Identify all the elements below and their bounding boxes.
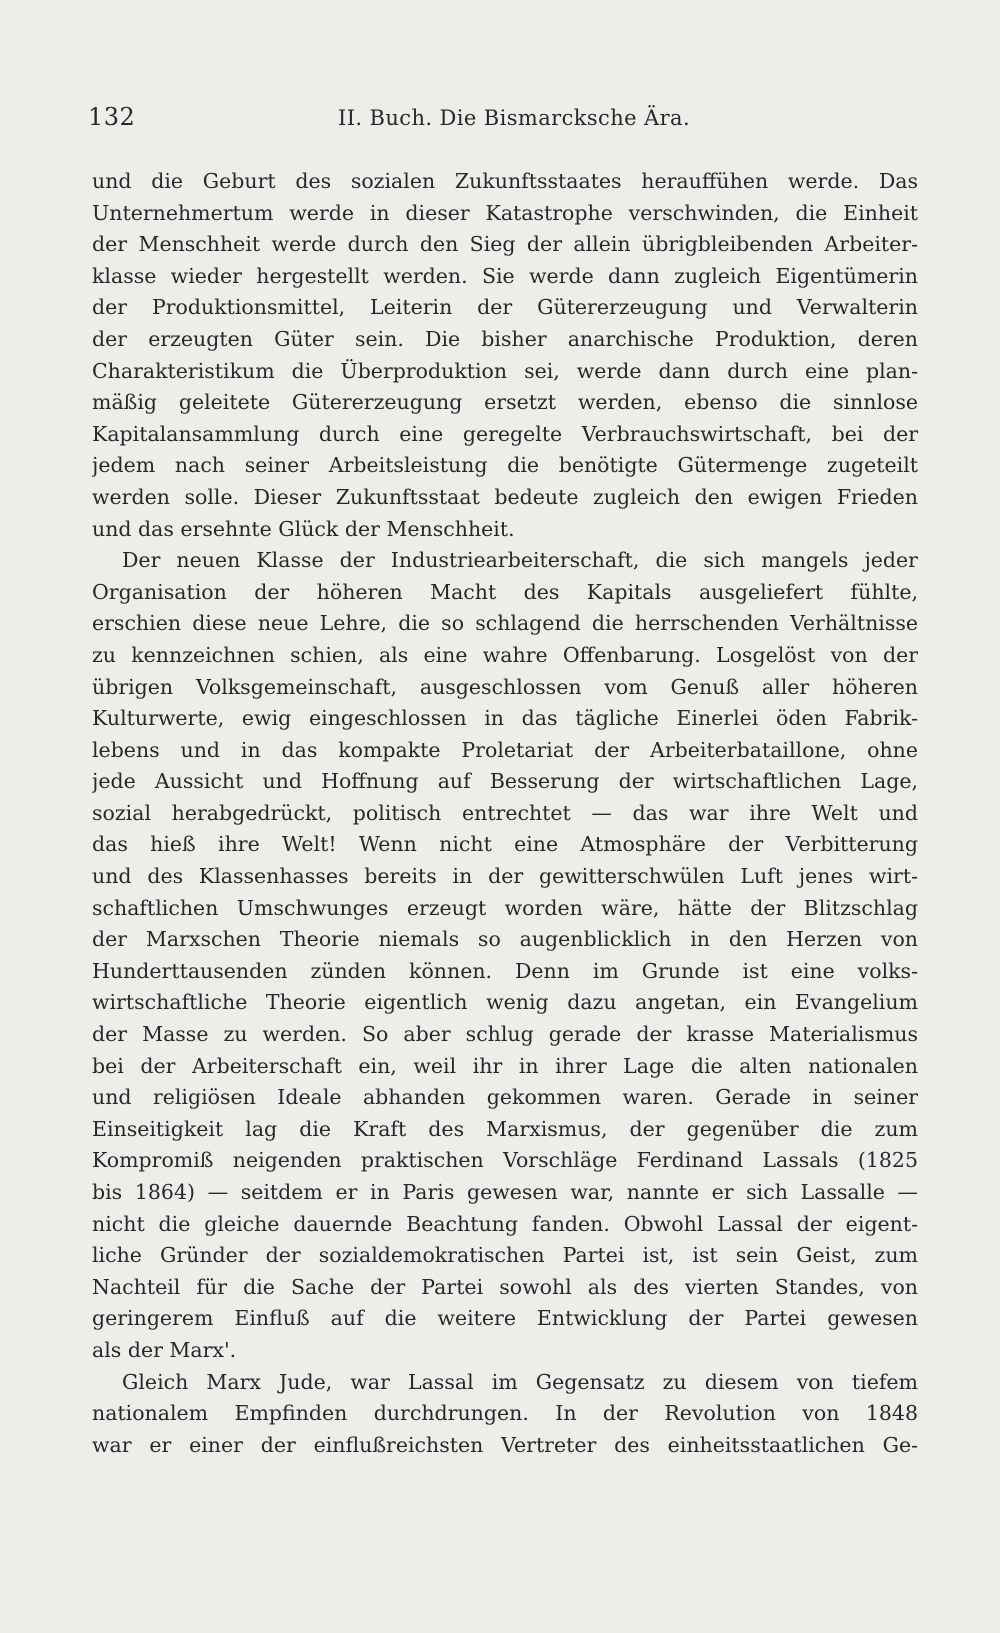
page-number: 132 — [88, 103, 136, 131]
text-line: Kulturwerte, ewig eingeschlossen in das tägliche Einerlei öden Fabrik- — [92, 706, 918, 731]
text-line: liche Gründer der sozialdemokratischen Partei ist, ist sein Geist, zum — [92, 1243, 918, 1268]
text-line: bei der Arbeiterschaft ein, weil ihr in ihrer Lage die alten nationalen — [92, 1053, 918, 1078]
text-line: Gleich Marx Jude, war Lassal im Gegensatz zu diesem von tiefem — [122, 1369, 918, 1394]
text-line: als der Marx'. — [92, 1337, 237, 1362]
text-line: Kapitalansammlung durch eine geregelte Verbrauchswirtschaft, bei der — [92, 421, 918, 446]
text-line: sozial herabgedrückt, politisch entrechtet — das war ihre Welt und — [92, 800, 918, 825]
text-line: Organisation der höheren Macht des Kapitals ausgeliefert fühlte, — [92, 579, 918, 604]
text-line: lebens und in das kompakte Proletariat der Arbeiterbataillone, ohne — [92, 737, 918, 762]
text-line: werden solle. Dieser Zukunftsstaat bedeute zugleich den ewigen Frieden — [92, 484, 918, 509]
text-line: bis 1864) — seitdem er in Paris gewesen war, nannte er sich Lassalle — — [92, 1180, 918, 1204]
text-line: nationalem Empfinden durchdrungen. In der Revolution von 1848 — [92, 1401, 918, 1426]
text-line: der Produktionsmittel, Leiterin der Gütererzeugung und Verwalterin — [92, 295, 918, 320]
text-line: jede Aussicht und Hoffnung auf Besserung der wirtschaftlichen Lage, — [92, 769, 918, 794]
text-line: übrigen Volksgemeinschaft, ausgeschlossen vom Genuß aller höheren — [92, 674, 918, 699]
text-line: und des Klassenhasses bereits in der gewitterschwülen Luft jenes wirt- — [92, 864, 918, 889]
text-line: Der neuen Klasse der Industriearbeiterschaft, die sich mangels jeder — [122, 548, 918, 573]
text-line: der Masse zu werden. So aber schlug gerade der krasse Materialismus — [92, 1022, 918, 1047]
text-line: Kompromiß neigenden praktischen Vorschläge Ferdinand Lassals (1825 — [92, 1148, 918, 1173]
text-line: geringerem Einfluß auf die weitere Entwicklung der Partei gewesen — [92, 1306, 918, 1331]
text-line: mäßig geleitete Gütererzeugung ersetzt werden, ebenso die sinnlose — [92, 390, 918, 415]
text-line: erschien diese neue Lehre, die so schlagend die herrschenden Verhältnisse — [92, 611, 918, 636]
text-line: wirtschaftliche Theorie eigentlich wenig dazu angetan, ein Evangelium — [92, 990, 918, 1015]
page-header — [88, 103, 920, 137]
text-line: und das ersehnte Glück der Menschheit. — [92, 516, 515, 541]
running-head: II. Buch. Die Bismarcksche Ära. — [338, 106, 691, 130]
text-line: zu kennzeichnen schien, als eine wahre Offenbarung. Losgelöst von der — [92, 642, 918, 667]
text-line: Hunderttausenden zünden können. Denn im Grunde ist eine volks- — [92, 958, 918, 983]
text-line: das hieß ihre Welt! Wenn nicht eine Atmosphäre der Verbitterung — [92, 832, 918, 857]
text-line: Einseitigkeit lag die Kraft des Marxismus, der gegenüber die zum — [92, 1116, 918, 1141]
text-line: nicht die gleiche dauernde Beachtung fanden. Obwohl Lassal der eigent- — [92, 1211, 918, 1236]
text-line: der Menschheit werde durch den Sieg der allein übrigbleibenden Arbeiter- — [92, 232, 918, 257]
text-line: Charakteristikum die Überproduktion sei, werde dann durch eine plan- — [92, 358, 918, 383]
text-line: klasse wieder hergestellt werden. Sie werde dann zugleich Eigentümerin — [92, 263, 918, 288]
text-line: der Marxschen Theorie niemals so augenblicklich in den Herzen von — [92, 927, 918, 952]
text-line: Unternehmertum werde in dieser Katastrophe verschwinden, die Einheit — [92, 200, 918, 225]
text-line: und religiösen Ideale abhanden gekommen waren. Gerade in seiner — [92, 1085, 918, 1110]
body-text — [92, 166, 918, 1461]
text-line: Nachteil für die Sache der Partei sowohl als des vierten Standes, von — [92, 1274, 918, 1299]
text-line: jedem nach seiner Arbeitsleistung die benötigte Gütermenge zugeteilt — [92, 453, 918, 478]
text-line: war er einer der einflußreichsten Vertreter des einheitsstaatlichen Ge- — [92, 1432, 918, 1457]
text-line: und die Geburt des sozialen Zukunftsstaates herauffühen werde. Das — [92, 169, 918, 193]
text-line: schaftlichen Umschwunges erzeugt worden wäre, hätte der Blitzschlag — [92, 895, 918, 920]
text-line: der erzeugten Güter sein. Die bisher anarchische Produktion, deren — [92, 326, 918, 351]
